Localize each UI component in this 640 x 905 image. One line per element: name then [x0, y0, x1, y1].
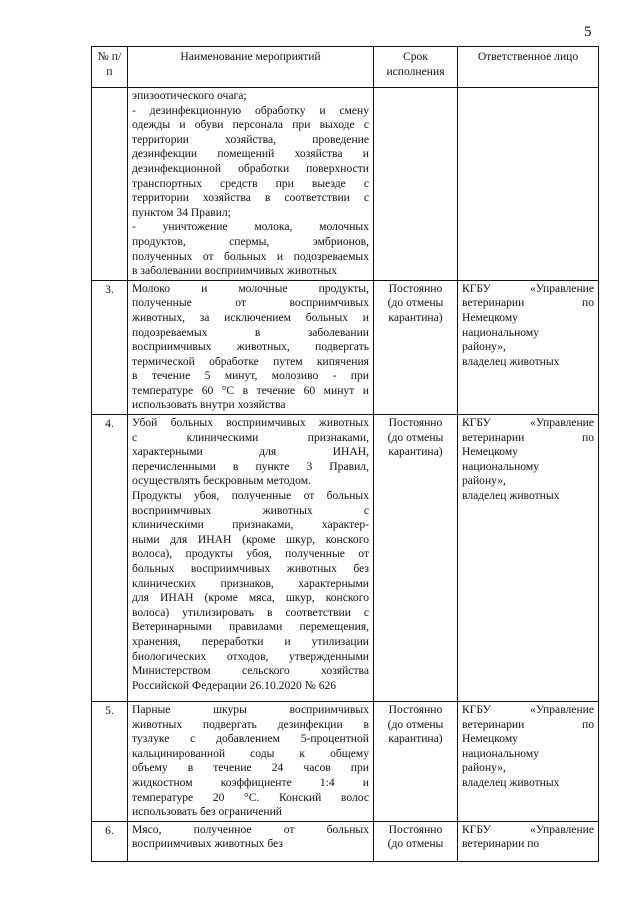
measure-text-line: в течение 5 минут, молозиво - при [132, 369, 369, 383]
term-text [374, 88, 458, 281]
responsible-text-line: КГБУ «Управление [462, 822, 594, 836]
header-responsible: Ответственное лицо [458, 47, 599, 88]
measures-table [91, 46, 599, 862]
measure-text-line: кальцинированной соды к общему [132, 746, 369, 760]
measure-text-line: - уничтожение молока, молочных [132, 220, 369, 234]
measure-text-line: тузлуке с добавлением 5-процентной [132, 732, 369, 746]
measure-text-line: эпизоотического очага; [132, 89, 247, 102]
measure-text-line: восприимчивых животных с [132, 503, 369, 517]
page-number: 5 [584, 24, 592, 40]
responsible-text-line: ветеринарии по [462, 837, 540, 851]
responsible-text-line: владелец животных [462, 489, 560, 503]
responsible-text-line: району», [462, 474, 506, 488]
measure-text-line: территории хозяйства в соответствии с [132, 191, 369, 205]
measure-text-line: Молоко и молочные продукты, [132, 281, 369, 295]
measure-text [128, 821, 374, 861]
table-header-row [92, 47, 599, 88]
measure-text-line: полученных от больных и подозреваемых [132, 249, 369, 263]
responsible-text-line: Немецкому [462, 732, 518, 746]
row-number: 5. [92, 702, 128, 822]
term-text-line: (до отмены [387, 296, 444, 310]
term-text-line: (до отмены [387, 837, 444, 851]
term-text [374, 821, 458, 861]
measure-text-line: использовать внутри хозяйства [132, 398, 286, 412]
measure-text-line: биологических отходов, утвержденными [132, 649, 369, 663]
term-text-line: Постоянно [388, 281, 443, 295]
measure-text [128, 415, 374, 702]
measure-text-line: Продукты убоя, полученные от больных [132, 489, 369, 503]
responsible-text-line: ветеринарии по [462, 296, 594, 310]
responsible-text-line: району», [462, 340, 506, 354]
responsible-text [458, 415, 599, 702]
measure-text-line: Ветеринарными правилами перемещения, [132, 620, 369, 634]
responsible-text-line: национальному [462, 746, 539, 760]
responsible-text [458, 280, 599, 414]
table-row [92, 821, 599, 861]
measure-text-line: полученные от восприимчивых [132, 296, 369, 310]
term-text-line: карантина) [388, 445, 443, 459]
responsible-text-line: Немецкому [462, 445, 518, 459]
measure-text-line: Парные шкуры восприимчивых [132, 703, 369, 717]
measure-text-line: Мясо, полученное от больных [132, 822, 369, 836]
measure-text-line: осуществлять бескровным методом. [132, 474, 311, 488]
term-text-line: Постоянно [388, 822, 443, 836]
measure-text-line: территории хозяйства, проведение [132, 132, 369, 146]
measure-text-line: жидкостном коэффициенте 1:4 и [132, 776, 369, 790]
responsible-text-line: национальному [462, 325, 539, 339]
term-text-line: (до отмены [387, 430, 444, 444]
responsible-text-line: ветеринарии по [462, 430, 594, 444]
term-text-line: (до отмены [387, 717, 444, 731]
measure-text-line: термической обработке путем кипячения [132, 354, 369, 368]
responsible-text-line: КГБУ «Управление [462, 703, 594, 717]
row-number [92, 88, 128, 281]
table-row [92, 702, 599, 822]
header-number: № п/п [92, 47, 128, 88]
measure-text-line: продуктов, спермы, эмбрионов, [132, 234, 369, 248]
responsible-text-line: КГБУ «Управление [462, 416, 594, 430]
measure-text-line: больных восприимчивых животных без [132, 562, 369, 575]
header-measures: Наименование мероприятий [128, 47, 374, 88]
measure-text-line: транспортных средств при выезде с [132, 176, 369, 190]
term-text-line: Постоянно [388, 416, 443, 430]
term-text-line: Постоянно [388, 703, 443, 717]
term-text [374, 702, 458, 822]
term-text-line: карантина) [388, 732, 443, 746]
responsible-text-line: национальному [462, 459, 539, 473]
responsible-text-line: КГБУ «Управление [462, 281, 594, 295]
measure-text-line: одежды и обуви персонала при выходе с [132, 118, 369, 132]
row-number: 6. [92, 821, 128, 861]
term-text [374, 280, 458, 414]
table-row [92, 415, 599, 702]
measure-text-line: дезинфекционной обработки поверхности [132, 161, 369, 175]
measure-text [128, 702, 374, 822]
measure-text-line: с клиническими признаками, [132, 430, 369, 444]
measure-text-line: хранения, переработки и утилизации [132, 634, 369, 648]
measure-text [128, 88, 374, 281]
responsible-text [458, 702, 599, 822]
measure-text-line: волоса) утилизировать в соответствии с [132, 605, 369, 619]
responsible-text-line: владелец животных [462, 776, 560, 790]
header-term: Срок исполнения [374, 47, 458, 88]
measure-text-line: животных, за исключением больных и [132, 310, 369, 324]
measure-text-line: перечисленными в пункте 3 Правил, [132, 459, 369, 473]
responsible-text-line: ветеринарии по [462, 717, 594, 731]
measure-text-line: клинических признаков, характерными [132, 576, 369, 590]
measure-text-line: Министерством сельского хозяйства [132, 664, 369, 678]
row-number: 4. [92, 415, 128, 702]
responsible-text [458, 821, 599, 861]
measure-text-line: для ИНАН (кроме мяса, шкур, конского [132, 591, 369, 605]
measure-text-line: восприимчивых животных, подвергать [132, 340, 369, 354]
measure-text-line: восприимчивых животных без [132, 837, 283, 851]
responsible-text-line: Немецкому [462, 310, 518, 324]
term-text-line: карантина) [388, 310, 443, 324]
measure-text-line: дезинфекции помещений хозяйства и [132, 147, 369, 161]
measure-text-line: в заболевании восприимчивых животных [132, 264, 338, 278]
measure-text-line: подозреваемых в заболевании [132, 325, 369, 339]
responsible-text-line: району», [462, 761, 506, 775]
row-number: 3. [92, 280, 128, 414]
measure-text-line: характерными для ИНАН, [132, 445, 369, 459]
measure-text-line: объему в течение 24 часов при [132, 761, 369, 775]
measure-text-line: температуре 60 °С в течение 60 минут и [132, 383, 369, 397]
measure-text-line: волоса), продукты убоя, полученные от [132, 547, 369, 561]
measure-text-line: Убой больных восприимчивых животных [132, 416, 369, 430]
responsible-text [458, 88, 599, 281]
term-text [374, 415, 458, 702]
measure-text-line: температуре 20 °С. Конский волос [132, 790, 369, 804]
measure-text-line: использовать без ограничений [132, 805, 283, 819]
table-row [92, 88, 599, 281]
table-row [92, 280, 599, 414]
measure-text-line: животных подвергать дезинфекции в [132, 717, 369, 731]
measure-text-line: ными для ИНАН (кроме шкур, конского [132, 532, 369, 546]
measure-text-line: Российской Федерации 26.10.2020 № 626 [132, 678, 337, 692]
responsible-text-line: владелец животных [462, 354, 560, 368]
measure-text [128, 280, 374, 414]
measure-text-line: - дезинфекционную обработку и смену [132, 103, 369, 117]
measure-text-line: клиническими признаками, характер- [132, 518, 369, 532]
measure-text-line: пунктом 34 Правил; [132, 205, 231, 219]
